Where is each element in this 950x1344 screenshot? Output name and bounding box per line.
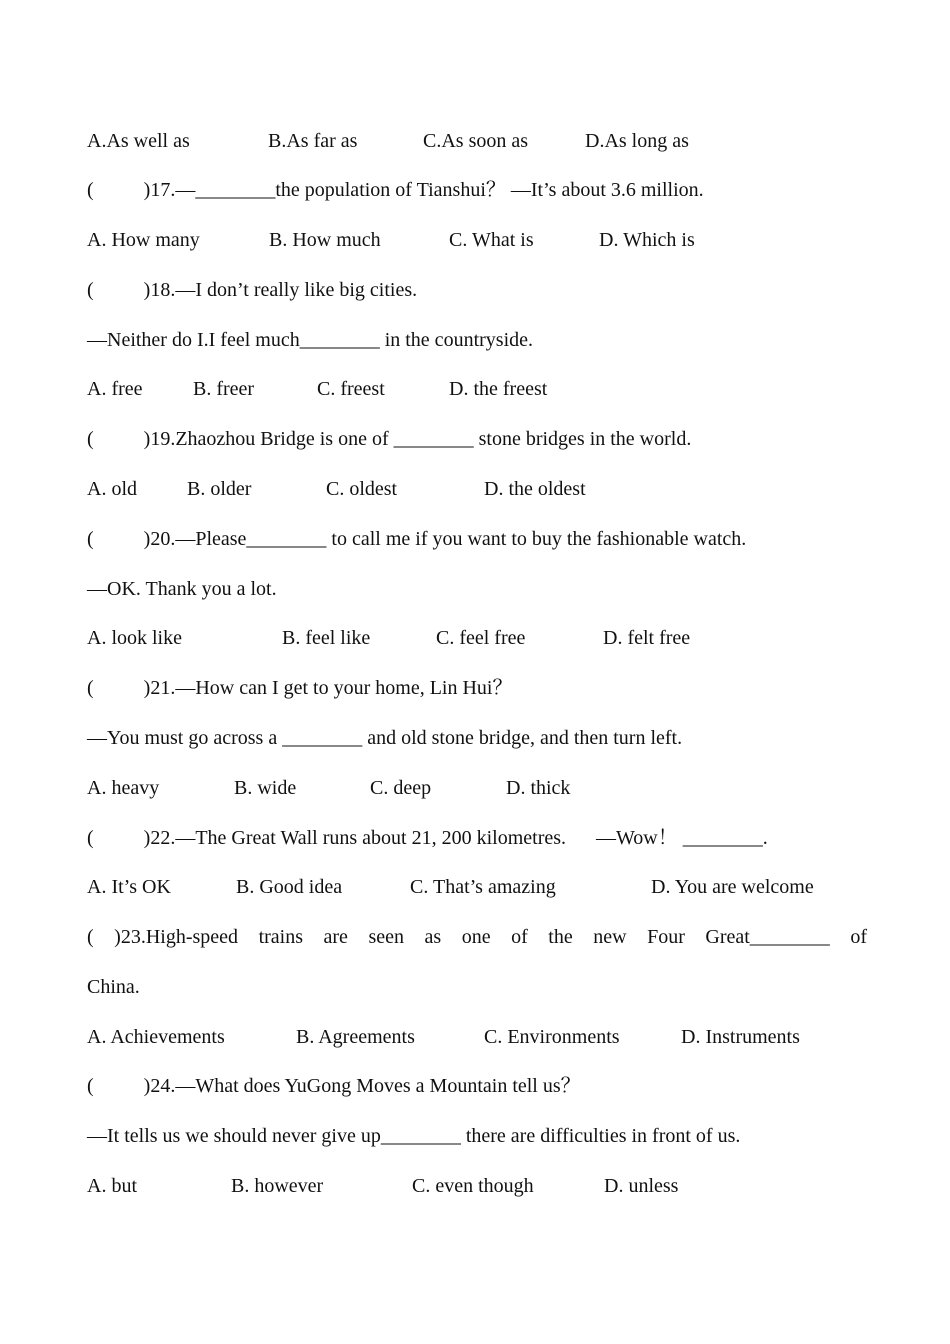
option-d: D. unless — [604, 1175, 679, 1197]
question-23-text: ( )23.High-speed trains are seen as one of the new Four Great________ of — [87, 926, 867, 948]
question-18: ( )18.—I don’t really like big cities. — [87, 279, 418, 301]
options-q21 — [87, 773, 877, 803]
question-21: ( )21.—How can I get to your home, Lin Hui？ — [87, 677, 513, 699]
options-q24 — [87, 1171, 877, 1201]
options-q18 — [87, 374, 877, 404]
option-b: B. freer — [193, 378, 255, 400]
options-q16 — [87, 126, 877, 156]
options-q20 — [87, 623, 877, 653]
option-d: D. Which is — [599, 229, 695, 251]
question-23 — [87, 922, 877, 952]
option-b: B. wide — [234, 777, 297, 799]
option-a: A. look like — [87, 627, 182, 649]
option-b: B. How much — [269, 229, 381, 251]
question-17: ( )17.—________the population of Tianshui？ —It’s about 3.6 million. — [87, 179, 704, 201]
option-d: D.As long as — [585, 130, 689, 152]
option-b: B.As far as — [268, 130, 358, 152]
option-c: C. What is — [449, 229, 534, 251]
options-q22 — [87, 872, 877, 902]
question-18-response: —Neither do I.I feel much________ in the countryside. — [87, 329, 533, 351]
question-19: ( )19.Zhaozhou Bridge is one of ________ stone bridges in the world. — [87, 428, 692, 450]
option-d: D. the freest — [449, 378, 548, 400]
option-a: A. heavy — [87, 777, 160, 799]
option-c: C. feel free — [436, 627, 526, 649]
option-d: D. You are welcome — [651, 876, 814, 898]
option-b: B. older — [187, 478, 252, 500]
question-23-continuation: China. — [87, 976, 140, 998]
option-b: B. however — [231, 1175, 324, 1197]
question-24: ( )24.—What does YuGong Moves a Mountain tell us？ — [87, 1075, 581, 1097]
option-c: C.As soon as — [423, 130, 529, 152]
question-20-response: —OK. Thank you a lot. — [87, 578, 277, 600]
option-c: C. freest — [317, 378, 385, 400]
option-b: B. feel like — [282, 627, 371, 649]
options-q23 — [87, 1022, 877, 1052]
question-21-response: —You must go across a ________ and old stone bridge, and then turn left. — [87, 727, 683, 749]
option-d: D. felt free — [603, 627, 691, 649]
option-d: D. the oldest — [484, 478, 586, 500]
option-a: A. How many — [87, 229, 200, 251]
option-d: D. Instruments — [681, 1026, 800, 1048]
option-b: B. Agreements — [296, 1026, 415, 1048]
option-a: A. free — [87, 378, 143, 400]
option-a: A. old — [87, 478, 137, 500]
question-20: ( )20.—Please________ to call me if you want to buy the fashionable watch. — [87, 528, 747, 550]
question-24-response: —It tells us we should never give up________ there are difficulties in front of us. — [87, 1125, 741, 1147]
option-c: C. Environments — [484, 1026, 620, 1048]
option-c: C. deep — [370, 777, 432, 799]
option-b: B. Good idea — [236, 876, 343, 898]
question-22: ( )22.—The Great Wall runs about 21, 200 kilometres. —Wow！ ________. — [87, 827, 768, 849]
option-a: A. but — [87, 1175, 137, 1197]
option-d: D. thick — [506, 777, 571, 799]
option-c: C. oldest — [326, 478, 398, 500]
options-q19 — [87, 474, 877, 504]
option-a: A. It’s OK — [87, 876, 171, 898]
option-c: C. That’s amazing — [410, 876, 556, 898]
option-c: C. even though — [412, 1175, 534, 1197]
option-a: A.As well as — [87, 130, 190, 152]
options-q17 — [87, 225, 877, 255]
option-a: A. Achievements — [87, 1026, 225, 1048]
